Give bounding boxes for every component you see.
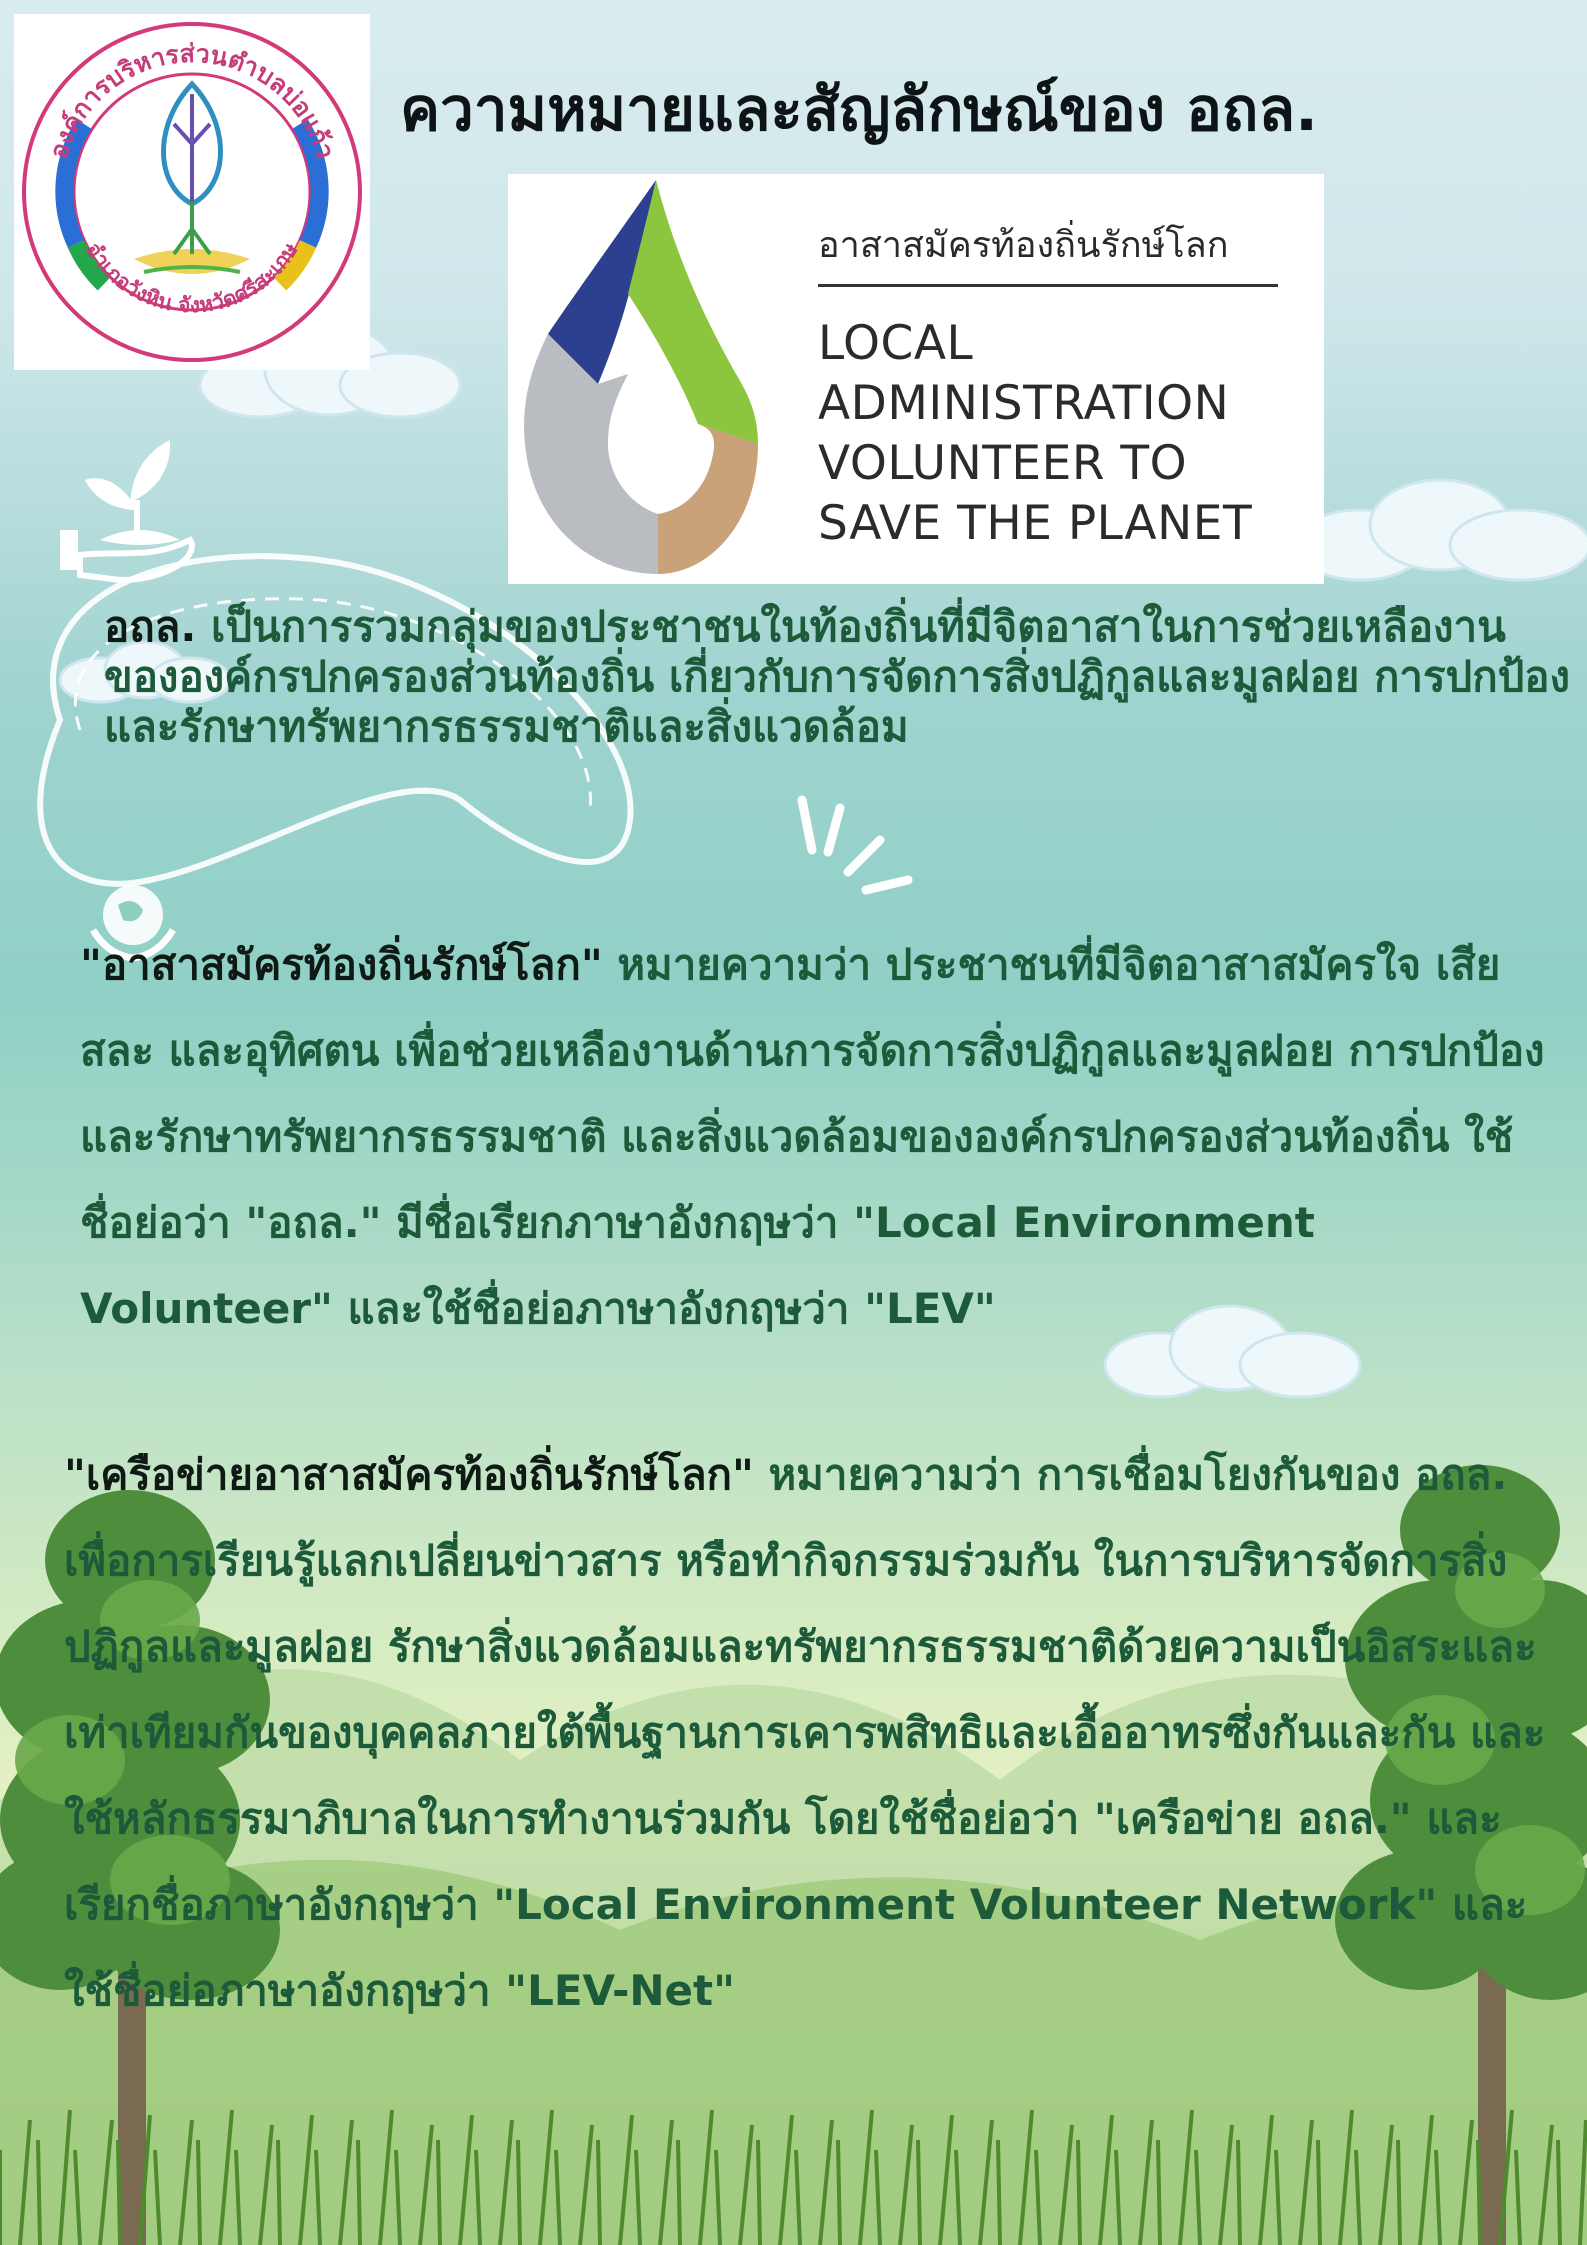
hand-seedling-icon xyxy=(60,440,192,580)
water-drop-logo-icon xyxy=(508,174,798,584)
page-title: ความหมายและสัญลักษณ์ของ อถล. xyxy=(400,75,1318,145)
lev-english-line: VOLUNTEER TO xyxy=(818,436,1188,491)
lev-english-line: ADMINISTRATION xyxy=(818,376,1230,431)
lev-thai-name: อาสาสมัครท้องถิ่นรักษ์โลก xyxy=(818,225,1229,266)
definition-text: เป็นการรวมกลุ่มของประชาชนในท้องถิ่นที่มีจิตอาสาในการช่วยเหลืองานขององค์กรปกครองส่วนท้องถิ่น เกี่ยวกับการจัดการสิ่งปฏิกูลและมูลฝอย การปกป้องและรักษาทรัพยากรธรรมชาติและสิ่งแวดล้อม xyxy=(104,602,1571,751)
lev-divider xyxy=(818,284,1278,287)
definition-term: อถล. xyxy=(104,602,197,651)
definition-paragraph-network xyxy=(64,1432,1574,2034)
svg-text:อำเภอวังหิน จังหวัดศรีสะเกษ: อำเภอวังหิน จังหวัดศรีสะเกษ xyxy=(81,238,303,318)
definition-term: "เครือข่ายอาสาสมัครท้องถิ่นรักษ์โลก" xyxy=(64,1450,754,1499)
definition-paragraph-volunteer xyxy=(80,922,1550,1352)
definition-text: หมายความว่า การเชื่อมโยงกันของ อถล. เพื่อการเรียนรู้แลกเปลี่ยนข่าวสาร หรือทำกิจกรรมร่วมกัน ในการบริหารจัดการสิ่งปฏิกูลและมูลฝอย รักษาสิ่งแวดล้อมและทรัพยากรธรรมชาติด้วยความเป็นอิสระและเท่าเทียมกันของบุคคลภายใต้พื้นฐานการเคารพสิทธิและเอื้ออาทรซึ่งกันและกัน และใช้หลักธรรมาภิบาลในการทำงานร่วมกัน โดยใช้ชื่อย่อว่า "เครือข่าย อถล." และเรียกชื่อภาษาอังกฤษว่า "Local Environment Volunteer Network" และใช้ชื่อย่อภาษาอังกฤษว่า "LEV-Net" xyxy=(64,1450,1546,2015)
definition-text: หมายความว่า ประชาชนที่มีจิตอาสาสมัครใจ เสียสละ และอุทิศตน เพื่อช่วยเหลืองานด้านการจัดการสิ่งปฏิกูลและมูลฝอย การปกป้อง และรักษาทรัพยากรธรรมชาติ และสิ่งแวดล้อมขององค์กรปกครองส่วนท้องถิ่น ใช้ชื่อย่อว่า "อถล." มีชื่อเรียกภาษาอังกฤษว่า "Local Environment Volunteer" และใช้ชื่อย่อภาษาอังกฤษว่า "LEV" xyxy=(80,940,1545,1333)
lev-english-name xyxy=(818,314,1252,554)
lev-logo-card xyxy=(508,174,1324,584)
definition-paragraph-intro xyxy=(104,602,1574,752)
bamboo-shoot-seal-icon xyxy=(14,14,370,370)
definition-term: "อาสาสมัครท้องถิ่นรักษ์โลก" xyxy=(80,940,603,989)
svg-text:องค์การบริหารส่วนตำบลบ่อแก้ว: องค์การบริหารส่วนตำบลบ่อแก้ว xyxy=(43,38,341,162)
organization-seal xyxy=(14,14,370,370)
lev-english-line: SAVE THE PLANET xyxy=(818,496,1253,551)
lev-english-line: LOCAL xyxy=(818,316,974,371)
